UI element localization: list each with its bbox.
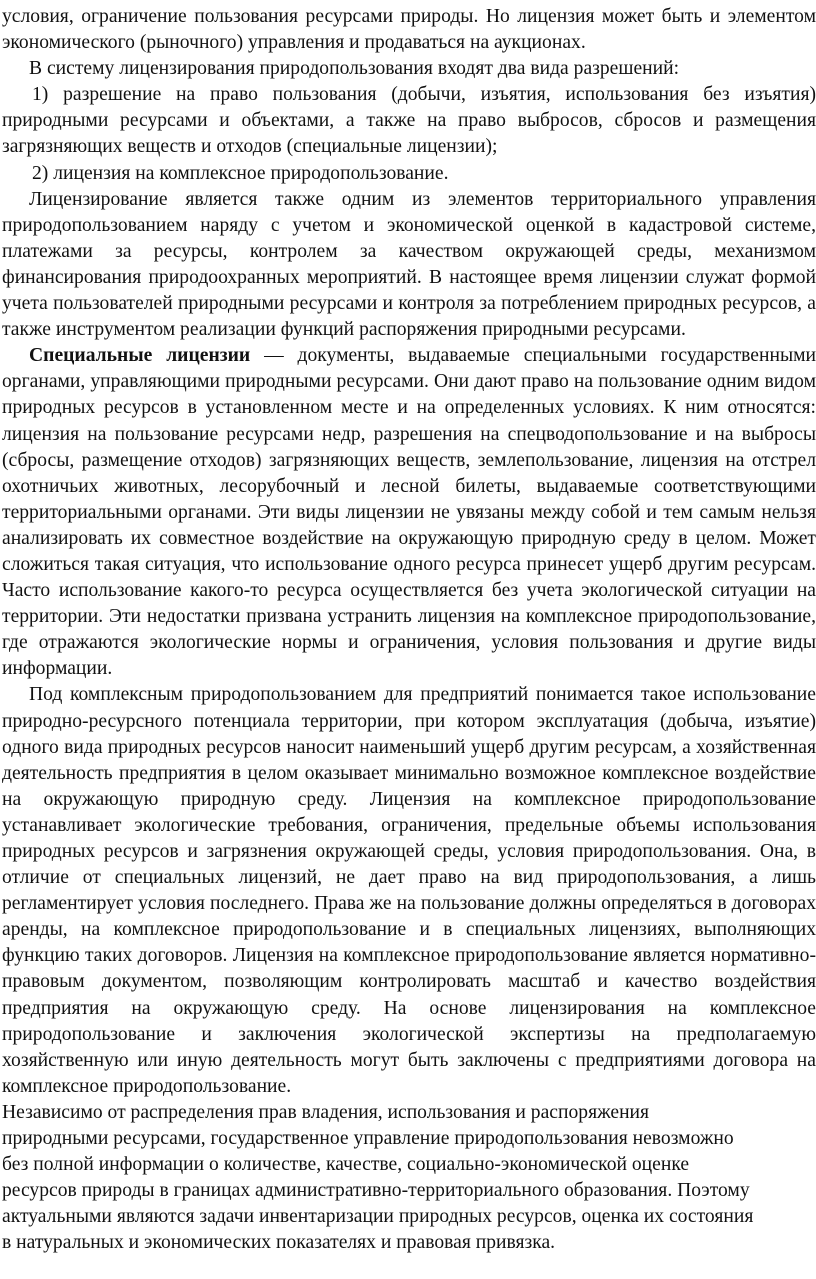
paragraph-continuation: условия, ограничение пользования ресурсами природы. Но лицензия может быть и элементом экономического (рыночного) управления и продаваться на аукционах. (2, 6, 816, 54)
list-item-complex-license: 2) лицензия на комплексное природопользование. (32, 162, 449, 184)
paragraph-complex-use: Под комплексным природопользованием для предприятий понимается такое использование природно-ресурсного потенциала территории, при котором эксплуатация (добыча, изъятие) одного вида природных ресурсов наносит наименьший ущерб другим ресурсам, а хозяйственная деятельность предприятия в целом оказывает минимально возможное комплексное воздействие на окружающую природную среду. Лицензия на комплексное природопользование устанавливает экологические требования, ограничения, предельные объемы использования природных ресурсов и загрязнения окружающей среды, условия природопользования. Она, в отличие от специальных лицензий, не дает право на вид природопользования, а лишь регламентирует условия последнего. Права же на пользование должны определяться в договорах аренды, на комплексное природопользование и в специальных лицензиях, выполняющих функцию таких договоров. Лицензия на комплексное природопользование является нормативно-правовым документом, позволяющим контролировать масштаб и качество воздействия предприятия на окружающую среду. На основе лицензирования на комплексное природопользование и заключения экологической экспертизы на предполагаемую хозяйственную или иную деятельность могут быть заключены с предприятиями договора на комплексное природопользование. (2, 684, 816, 1097)
paragraph-territorial-management: Лицензирование является также одним из элементов территориального управления природопользованием наряду с учетом и экономической оценкой в кадастровой системе, платежами за ресурсы, контролем за качеством окружающей среды, механизмом финансирования природоохранных мероприятий. В настоящее время лицензии служат формой учета пользователей природными ресурсами и контроля за потреблением природных ресурсов, а также инструментом реализации функций распоряжения природными ресурсами. (2, 188, 816, 341)
term-special-licenses: Специальные лицензии (29, 345, 251, 367)
paragraph-license-types-intro: В систему лицензирования природопользования входят два вида разрешений: (29, 58, 680, 80)
paragraph-special-licenses (2, 343, 816, 682)
list-item-special-licenses: 1) разрешение на право пользования (добычи, изъятия, использования без изъятия) природными ресурсами и объектами, а также на право выбросов, сбросов и размещения загрязняющих веществ и отходов (специальные лицензии); (2, 84, 816, 158)
paragraph-special-licenses-body: — документы, выдаваемые специальными государственными органами, управляющими природными ресурсами. Они дают право на пользование одним видом природных ресурсов в установленном месте и на определенных условиях. К ним относятся: лицензия на пользование ресурсами недр, разрешения на спецводопользование и на выбросы (сбросы, размещение отходов) загрязняющих веществ, землепользование, лицензия на отстрел охотничьих животных, лесорубочный и лесной билеты, выдаваемые соответствующими территориальными органами. Эти виды лицензии не увязаны между собой и тем самым нельзя анализировать их совместное воздействие на окружающую природную среду в целом. Может сложиться такая ситуация, что использование одного ресурса принесет ущерб другим ресурсам. Часто использование какого-то ресурса осуществляется без учета экологической ситуации на территории. Эти недостатки призвана устранить лицензия на комплексное природопользование, где отражаются экологические нормы и ограничения, условия пользования и другие виды информации. (2, 345, 816, 680)
paragraph-state-management: Независимо от распределения прав владения, использования и распоряжения природными ресурсами, государственное управление природопользования невозможно без полной информации о количестве, качестве, социально-экономической оценке ресурсов природы в границах административно-территориального образования. Поэтому актуальными являются задачи инвентаризации природных ресурсов, оценка их состояния в натуральных и экономических показателях и правовая привязка. (2, 1101, 754, 1254)
